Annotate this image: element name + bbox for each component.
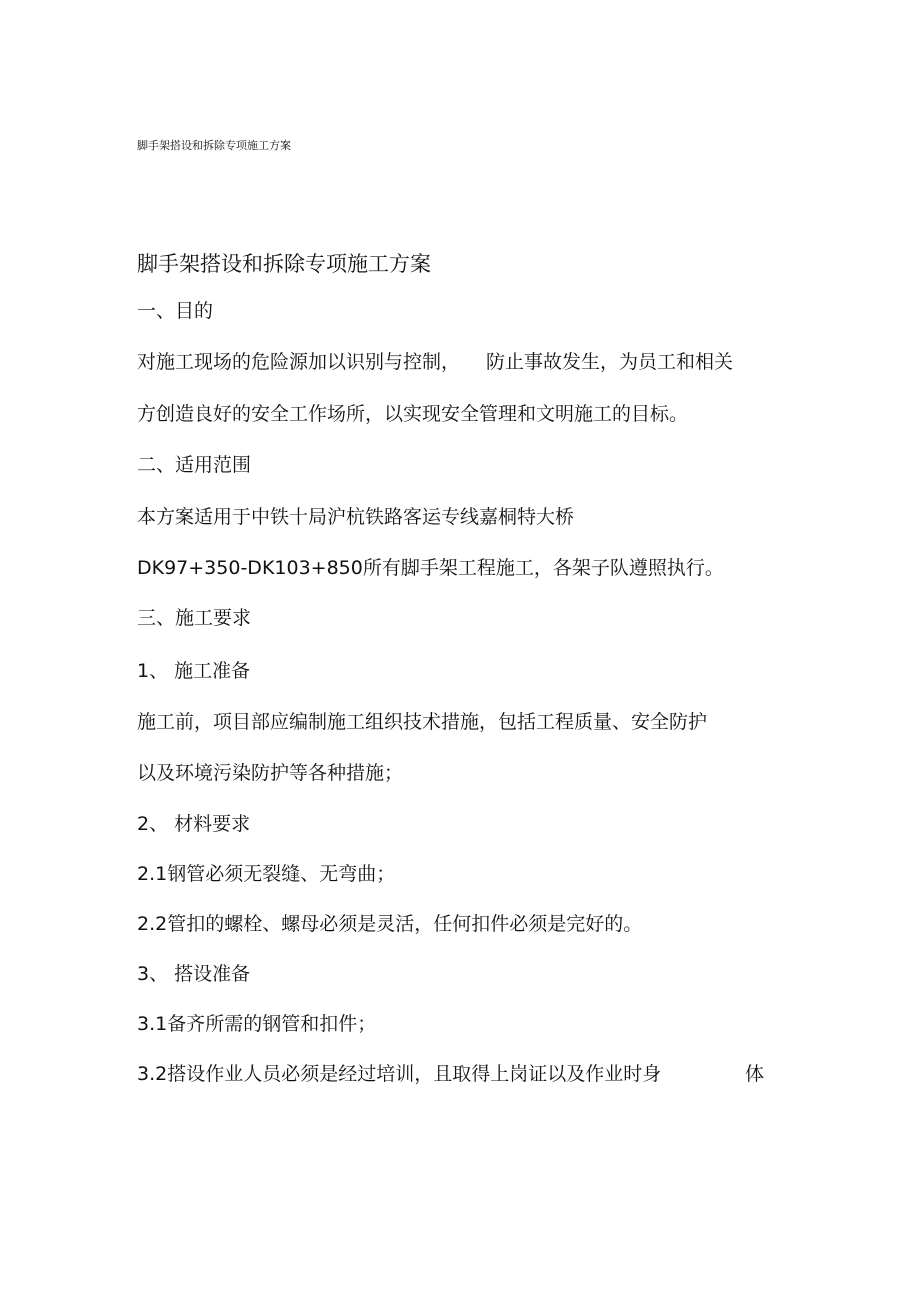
preparation-paragraph-line-1: 施工前，项目部应编制施工组织技术措施，包括工程质量、安全防护 <box>137 711 708 733</box>
preparation-paragraph-line-2: 以及环境污染防护等各种措施； <box>137 762 404 784</box>
item-heading-preparation: 1、 施工准备 <box>137 660 251 682</box>
running-header: 脚手架搭设和拆除专项施工方案 <box>137 139 291 152</box>
section-heading-scope: 二、适用范围 <box>137 454 252 476</box>
purpose-line-1-part-b: 防止事故发生，为员工和相关 <box>486 351 734 373</box>
erection-item-3-1: 3.1备齐所需的钢管和扣件； <box>137 1013 377 1035</box>
section-heading-requirements: 三、施工要求 <box>137 607 252 629</box>
erection-item-3-2: 3.2搭设作业人员必须是经过培训，且取得上岗证以及作业时身 <box>137 1063 662 1085</box>
materials-item-2-2: 2.2管扣的螺栓、螺母必须是灵活，任何扣件必须是完好的。 <box>137 913 643 935</box>
document-title: 脚手架搭设和拆除专项施工方案 <box>137 252 431 276</box>
erection-item-3-2-tail: 体 <box>745 1063 765 1085</box>
scope-paragraph-line-2: DK97+350-DK103+850所有脚手架工程施工，各架子队遵照执行。 <box>137 557 724 579</box>
purpose-paragraph-line-1 <box>137 350 733 374</box>
purpose-paragraph-line-2: 方创造良好的安全工作场所，以实现安全管理和文明施工的目标。 <box>137 403 689 425</box>
materials-item-2-1: 2.1钢管必须无裂缝、无弯曲； <box>137 863 396 885</box>
item-heading-materials: 2、 材料要求 <box>137 813 251 835</box>
purpose-line-1-part-a: 对施工现场的危险源加以识别与控制， <box>137 351 461 373</box>
item-heading-erection-prep: 3、 搭设准备 <box>137 963 251 985</box>
section-heading-purpose: 一、目的 <box>137 300 214 322</box>
scope-paragraph-line-1: 本方案适用于中铁十局沪杭铁路客运专线嘉桐特大桥 <box>137 506 575 528</box>
